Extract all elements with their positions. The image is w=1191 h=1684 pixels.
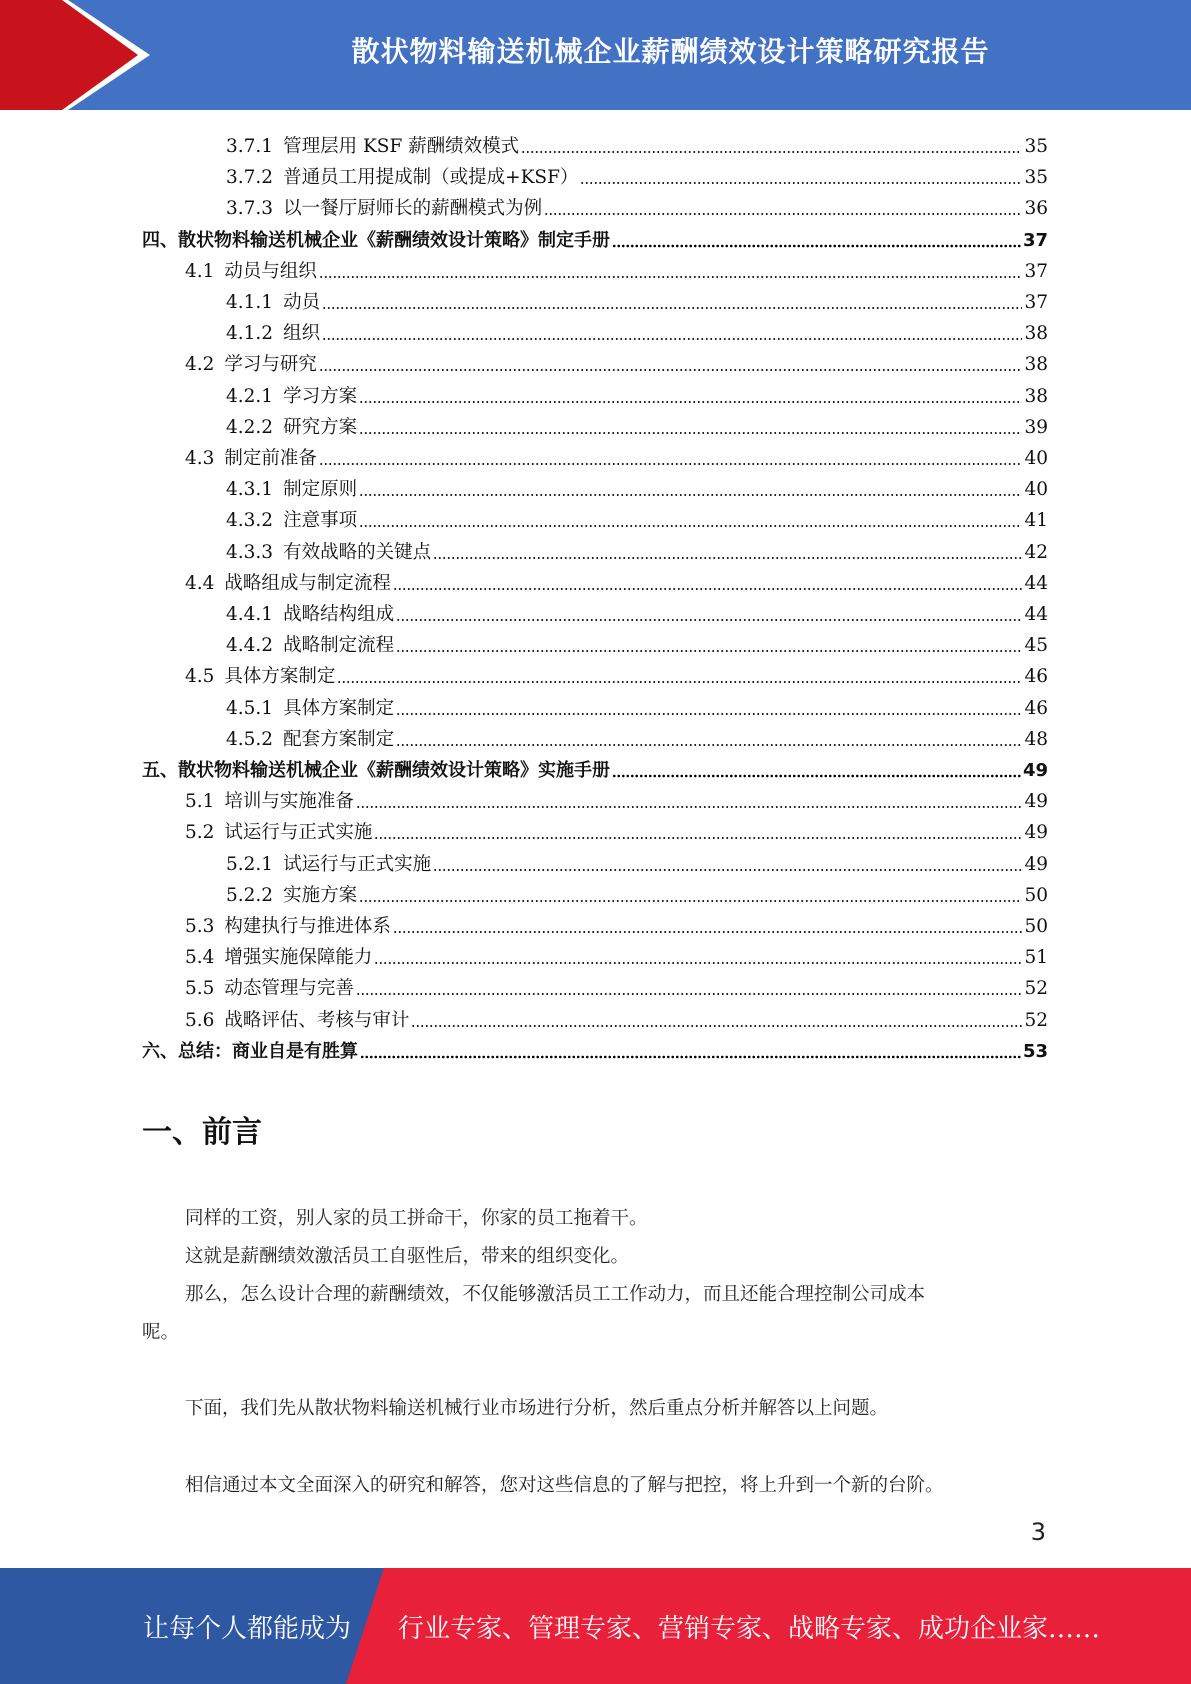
toc-item-label: 散状物料输送机械企业《薪酬绩效设计策略》制定手册: [178, 229, 610, 251]
toc-item-label: 战略评估、考核与审计: [224, 1009, 410, 1031]
toc-item[interactable]: [185, 252, 1048, 283]
toc-item[interactable]: [185, 938, 1048, 969]
toc-item-number: 5.4: [185, 947, 215, 969]
toc-leader-dots: [396, 743, 1022, 747]
toc-item[interactable]: [226, 595, 1048, 626]
toc-leader-dots: [356, 992, 1023, 996]
toc-item[interactable]: [226, 876, 1048, 907]
toc-item[interactable]: [226, 689, 1048, 720]
toc-item-label: 学习方案: [283, 385, 358, 407]
toc-leader-dots: [612, 774, 1021, 778]
toc-item-label: 总结：商业自是有胜算: [178, 1040, 358, 1062]
toc-item-page: 50: [1024, 916, 1048, 937]
toc-item-label: 学习与研究: [224, 354, 317, 376]
toc-item[interactable]: [226, 501, 1048, 532]
toc-item-page: 46: [1024, 697, 1048, 719]
page-footer: [0, 1568, 1191, 1684]
toc-leader-dots: [374, 961, 1022, 965]
toc-item-number: 4.2.1: [226, 385, 274, 407]
toc-item-page: 49: [1022, 760, 1048, 781]
toc-item[interactable]: [185, 782, 1048, 813]
toc-item-label: 有效战略的关键点: [283, 541, 432, 563]
toc-item-label: 实施方案: [283, 884, 358, 906]
toc-item-page: 53: [1022, 1040, 1048, 1062]
toc-item-page: 42: [1024, 541, 1048, 563]
toc-item-page: 52: [1024, 1009, 1048, 1031]
section-title: 一、前言: [142, 1115, 262, 1150]
paragraph: 相信通过本文全面深入的研究和解答，您对这些信息的了解与把控，将上升到一个新的台阶。: [185, 1475, 944, 1496]
paragraph: 那么，怎么设计合理的薪酬绩效，不仅能够激活员工工作动力，而且还能合理控制公司成本: [185, 1284, 926, 1305]
toc-item-label: 战略制定流程: [283, 635, 395, 657]
toc-item-label: 战略结构组成: [283, 604, 395, 625]
header-title: 散状物料输送机械企业薪酬绩效设计策略研究报告: [351, 35, 990, 68]
toc-leader-dots: [359, 400, 1022, 404]
toc-leader-dots: [319, 275, 1023, 279]
toc-item[interactable]: [185, 969, 1048, 1000]
toc-item-number: 4.3.2: [226, 510, 274, 532]
toc-item[interactable]: [226, 720, 1048, 751]
toc-item-label: 散状物料输送机械企业《薪酬绩效设计策略》实施手册: [178, 760, 610, 781]
toc-item-page: 49: [1024, 791, 1048, 813]
toc-item-number: 4.3: [185, 448, 215, 469]
toc-leader-dots: [322, 306, 1022, 310]
toc-item-page: 51: [1024, 947, 1048, 969]
toc-item[interactable]: [185, 345, 1048, 376]
toc-item-number: 六、: [142, 1040, 178, 1062]
footer-roles: 行业专家、管理专家、营销专家、战略专家、成功企业家……: [398, 1613, 1101, 1644]
toc-item-page: 40: [1024, 479, 1048, 501]
page-header: [0, 0, 1191, 110]
toc-item-number: 4.4.2: [226, 635, 274, 657]
toc-leader-dots: [396, 712, 1022, 716]
toc-item-number: 3.7.3: [226, 198, 274, 220]
toc-item-page: 46: [1024, 666, 1048, 688]
toc-item-number: 4.3.3: [226, 541, 274, 563]
toc-item-page: 49: [1024, 853, 1048, 875]
toc-item-label: 普通员工用提成制（或提成+KSF）: [283, 167, 579, 189]
toc-leader-dots: [433, 868, 1022, 872]
toc-item[interactable]: [226, 845, 1048, 876]
page-number: 3: [1030, 1518, 1046, 1546]
toc-item-page: 50: [1024, 884, 1048, 906]
toc-item-number: 四、: [142, 229, 178, 251]
toc-item-page: 44: [1024, 572, 1048, 594]
toc-leader-dots: [356, 805, 1023, 809]
paragraph: 下面，我们先从散状物料输送机械行业市场进行分析，然后重点分析并解答以上问题。: [185, 1398, 889, 1419]
toc-item[interactable]: [142, 751, 1048, 782]
toc-item-number: 5.5: [185, 978, 215, 1000]
toc-leader-dots: [544, 212, 1022, 216]
toc-item-label: 组织: [283, 323, 321, 345]
toc-item-number: 5.1: [185, 791, 215, 813]
toc-leader-dots: [359, 493, 1022, 497]
toc-item-number: 5.2.2: [226, 884, 274, 906]
toc-item[interactable]: [226, 283, 1048, 314]
toc-leader-dots: [322, 337, 1022, 341]
toc-item[interactable]: [185, 907, 1048, 938]
toc-item-number: 4.5.2: [226, 728, 274, 750]
toc-item-label: 试运行与正式实施: [224, 822, 373, 844]
paragraph-continued: 呢。: [142, 1322, 180, 1343]
toc-leader-dots: [359, 524, 1022, 528]
toc-item-number: 3.7.2: [226, 167, 274, 189]
paragraph: 同样的工资，别人家的员工拼命干，你家的员工拖着干。: [185, 1208, 648, 1229]
toc-item-number: 4.5.1: [226, 697, 274, 719]
toc-leader-dots: [433, 556, 1022, 560]
toc-item-label: 配套方案制定: [283, 728, 395, 750]
toc-item-number: 4.2: [185, 354, 215, 376]
toc-leader-dots: [521, 150, 1022, 154]
toc-leader-dots: [359, 431, 1022, 435]
toc-item[interactable]: [226, 408, 1048, 439]
paragraph: 这就是薪酬绩效激活员工自驱性后，带来的组织变化。: [185, 1246, 630, 1267]
toc-item-page: 36: [1024, 198, 1048, 220]
toc-item-page: 38: [1024, 323, 1048, 345]
toc-item-page: 35: [1024, 167, 1048, 189]
toc-item[interactable]: [226, 189, 1048, 220]
toc-item-label: 构建执行与推进体系: [224, 916, 391, 937]
toc-leader-dots: [337, 680, 1022, 684]
toc-item[interactable]: [226, 377, 1048, 408]
toc-item[interactable]: [226, 470, 1048, 501]
toc-item[interactable]: [226, 158, 1048, 189]
toc-item-number: 五、: [142, 760, 178, 781]
toc-item-label: 动员: [283, 292, 321, 313]
toc-item[interactable]: [185, 813, 1048, 844]
toc-item[interactable]: [185, 1001, 1048, 1032]
toc-leader-dots: [360, 1055, 1021, 1059]
toc-leader-dots: [393, 587, 1023, 591]
toc-item-label: 以一餐厅厨师长的薪酬模式为例: [283, 198, 543, 220]
footer-slogan: 让每个人都能成为: [143, 1613, 352, 1644]
toc-leader-dots: [396, 649, 1022, 653]
toc-item-label: 制定前准备: [224, 448, 317, 469]
toc-item-label: 动态管理与完善: [224, 978, 354, 1000]
toc-item-page: 44: [1024, 604, 1048, 625]
toc-item-page: 37: [1022, 229, 1048, 251]
toc-item-number: 5.6: [185, 1009, 215, 1031]
toc-leader-dots: [393, 930, 1023, 934]
toc-item-label: 试运行与正式实施: [283, 853, 432, 875]
toc-item-number: 4.1.1: [226, 292, 274, 313]
toc-item-page: 40: [1024, 448, 1048, 469]
toc-leader-dots: [580, 181, 1022, 185]
toc-leader-dots: [319, 368, 1023, 372]
toc-item-label: 战略组成与制定流程: [224, 572, 391, 594]
toc-item[interactable]: [142, 1032, 1048, 1063]
toc-leader-dots: [411, 1024, 1022, 1028]
toc-item-label: 具体方案制定: [224, 666, 336, 688]
toc-item-number: 4.1.2: [226, 323, 274, 345]
toc-item-number: 4.4: [185, 572, 215, 594]
toc-item[interactable]: [185, 439, 1048, 470]
toc-item-number: 4.5: [185, 666, 215, 688]
toc-item-page: 48: [1024, 728, 1048, 750]
toc-item-page: 37: [1024, 292, 1048, 313]
toc-item[interactable]: [226, 314, 1048, 345]
toc-item-page: 49: [1024, 822, 1048, 844]
toc-item-number: 3.7.1: [226, 136, 274, 157]
toc-item-label: 增强实施保障能力: [224, 947, 373, 969]
toc-item-number: 4.1: [185, 260, 215, 282]
toc-item-number: 4.4.1: [226, 604, 274, 625]
toc-item-label: 管理层用 KSF 薪酬绩效模式: [283, 136, 520, 157]
toc-item-number: 5.2: [185, 822, 215, 844]
toc-leader-dots: [612, 244, 1021, 248]
toc-item-page: 35: [1024, 136, 1048, 157]
toc-leader-dots: [359, 899, 1022, 903]
toc-item-label: 培训与实施准备: [224, 791, 354, 813]
toc-item-label: 具体方案制定: [283, 697, 395, 719]
toc-item-page: 39: [1024, 416, 1048, 438]
toc-item-number: 5.3: [185, 916, 215, 937]
header-red-chevron: [0, 0, 150, 110]
toc-item-page: 38: [1024, 385, 1048, 407]
toc-item-label: 注意事项: [283, 510, 358, 532]
toc-item-number: 5.2.1: [226, 853, 274, 875]
toc-item-label: 动员与组织: [224, 260, 317, 282]
toc-leader-dots: [374, 836, 1022, 840]
toc-item[interactable]: [226, 533, 1048, 564]
toc-item-page: 37: [1024, 260, 1048, 282]
toc-leader-dots: [396, 618, 1022, 622]
toc-item-page: 52: [1024, 978, 1048, 1000]
toc-item[interactable]: [185, 657, 1048, 688]
toc-item[interactable]: [142, 221, 1048, 252]
toc-item-number: 4.3.1: [226, 479, 274, 501]
toc-item-label: 制定原则: [283, 479, 358, 501]
toc-item-page: 38: [1024, 354, 1048, 376]
toc-item[interactable]: [185, 564, 1048, 595]
toc-item[interactable]: [226, 127, 1048, 158]
toc-item-label: 研究方案: [283, 416, 358, 438]
toc-item-page: 45: [1024, 635, 1048, 657]
toc-item-page: 41: [1024, 510, 1048, 532]
toc-leader-dots: [319, 462, 1023, 466]
toc-item[interactable]: [226, 626, 1048, 657]
toc-item-number: 4.2.2: [226, 416, 274, 438]
